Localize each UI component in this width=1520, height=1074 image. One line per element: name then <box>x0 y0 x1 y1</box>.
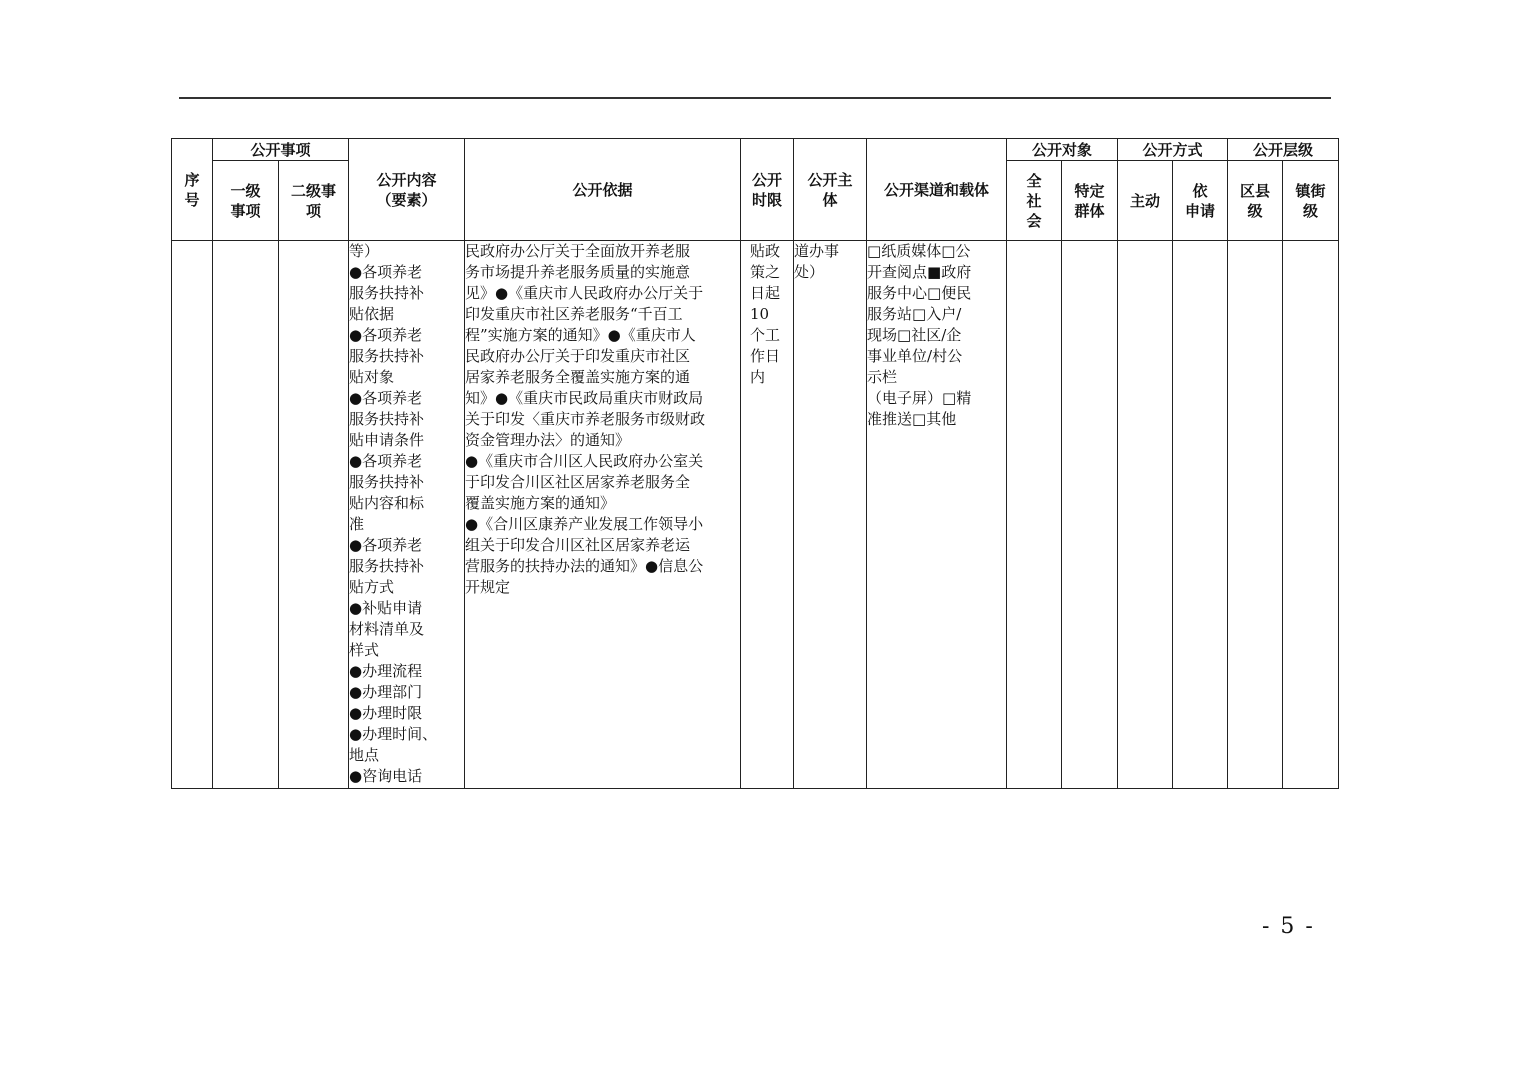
cell-level-district <box>1228 241 1283 789</box>
cell-channel: □纸质媒体□公 开查阅点■政府 服务中心□便民 服务站□入户/ 现场□社区/企 事业单位/村公 示栏 （电子屏）□精 准推送□其他 <box>867 241 1007 789</box>
cell-level1 <box>213 241 279 789</box>
header-row-1 <box>172 139 1339 161</box>
header-method-request: 依 申请 <box>1173 161 1228 241</box>
cell-level2 <box>279 241 349 789</box>
cell-audience-specific <box>1062 241 1118 789</box>
table-row <box>172 241 1339 789</box>
page-number: - 5 - <box>1262 914 1315 939</box>
header-subject: 公开主 体 <box>794 139 867 241</box>
header-level-town: 镇街 级 <box>1283 161 1339 241</box>
header-level-group: 公开层级 <box>1228 139 1339 161</box>
header-content: 公开内容 （要素） <box>349 139 465 241</box>
header-seq: 序 号 <box>172 139 213 241</box>
header-level1: 一级 事项 <box>213 161 279 241</box>
disclosure-table <box>171 138 1339 789</box>
header-audience-specific: 特定 群体 <box>1062 161 1118 241</box>
cell-audience-all <box>1007 241 1062 789</box>
cell-method-request <box>1173 241 1228 789</box>
header-audience-group: 公开对象 <box>1007 139 1118 161</box>
cell-time-limit: 贴政 策之 日起 10 个工 作日 内 <box>741 241 794 789</box>
cell-basis: 民政府办公厅关于全面放开养老服 务市场提升养老服务质量的实施意 见》●《重庆市人民政府办公厅关于 印发重庆市社区养老服务“千百工 程”实施方案的通知》●《重庆市人 民政府办公厅关于印发重庆市社区 居家养老服务全覆盖实施方案的通 知》●《重庆市民政局重庆市财政局 关于印发〈重庆市养老服务市级财政 资金管理办法〉的通知》 ●《重庆市合川区人民政府办公室关 于印发合川区社区居家养老服务全 覆盖实施方案的通知》 ●《合川区康养产业发展工作领导小 组关于印发合川区社区居家养老运 营服务的扶持办法的通知》●信息公 开规定 <box>465 241 741 789</box>
cell-content: 等） ●各项养老 服务扶持补 贴依据 ●各项养老 服务扶持补 贴对象 ●各项养老 服务扶持补 贴申请条件 ●各项养老 服务扶持补 贴内容和标 准 ●各项养老 服务扶持补 贴方式 ●补贴申请 材料清单及 样式 ●办理流程 ●办理部门 ●办理时限 ●办理时间、 地点 ●咨询电话 <box>349 241 465 789</box>
header-level-district: 区县 级 <box>1228 161 1283 241</box>
cell-level-town <box>1283 241 1339 789</box>
header-method-active: 主动 <box>1118 161 1173 241</box>
header-method-group: 公开方式 <box>1118 139 1228 161</box>
header-channel: 公开渠道和载体 <box>867 139 1007 241</box>
header-basis: 公开依据 <box>465 139 741 241</box>
header-item-group: 公开事项 <box>213 139 349 161</box>
cell-method-active <box>1118 241 1173 789</box>
header-audience-all: 全 社 会 <box>1007 161 1062 241</box>
cell-seq <box>172 241 213 789</box>
cell-subject: 道办事 处） <box>794 241 867 789</box>
header-level2: 二级事 项 <box>279 161 349 241</box>
header-time-limit: 公开 时限 <box>741 139 794 241</box>
header-rule <box>179 97 1331 99</box>
